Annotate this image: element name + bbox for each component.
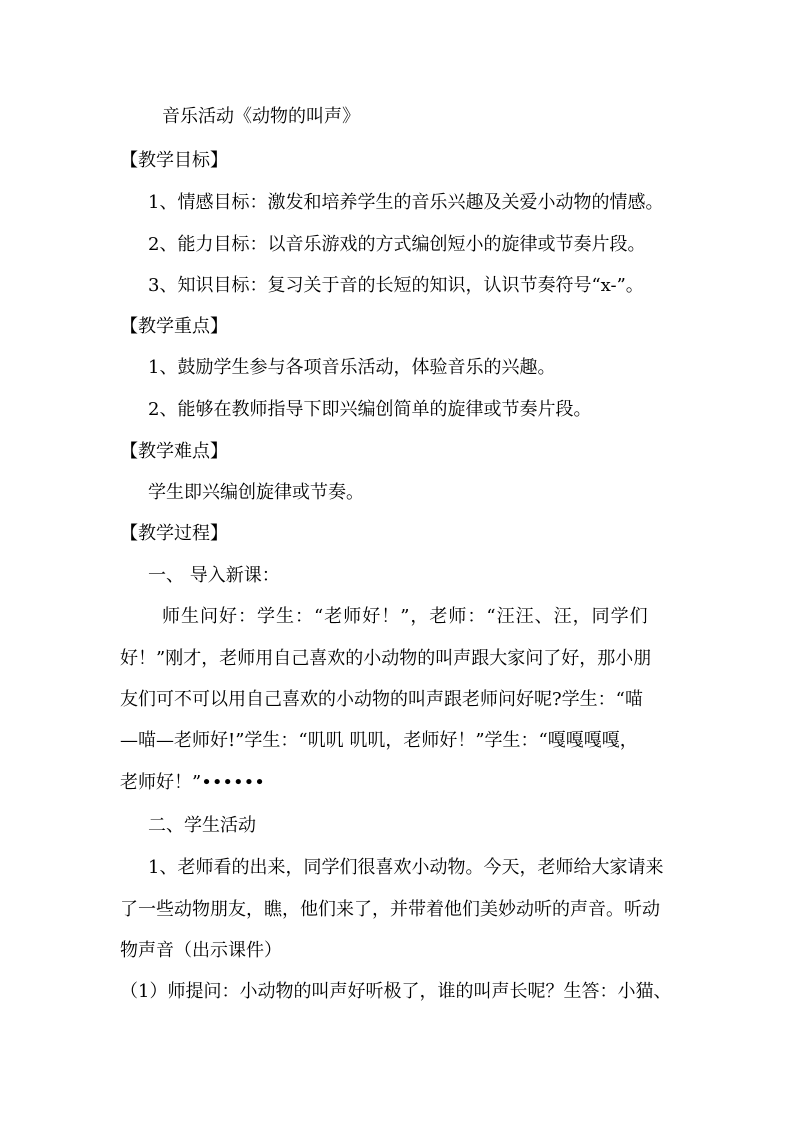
paragraph-2-line-1: 1、老师看的出来，同学们很喜欢小动物。今天，老师给大家请来	[148, 857, 664, 878]
section-heading-goals: 【教学目标】	[120, 150, 228, 171]
paragraph-2-line-3: 物声音（出示课件）	[120, 940, 282, 961]
goal-item-3: 3、知识目标：复习关于音的长短的知识，认识节奏符号“x-”。	[148, 275, 644, 296]
goal-item-2: 2、能力目标：以音乐游戏的方式编创短小的旋律或节奏片段。	[148, 234, 646, 255]
section-heading-key-points: 【教学重点】	[120, 316, 228, 337]
section-heading-difficulties: 【教学难点】	[120, 441, 228, 462]
key-point-2: 2、能够在教师指导下即兴编创简单的旋律或节奏片段。	[148, 399, 592, 420]
process-step-2: 二、学生活动	[148, 815, 256, 836]
key-point-1: 1、鼓励学生参与各项音乐活动，体验音乐的兴趣。	[148, 357, 556, 378]
paragraph-1-line-1: 师生问好：学生：“老师好！”，老师：“汪汪、汪，同学们	[162, 606, 649, 627]
document-title: 音乐活动《动物的叫声》	[162, 106, 360, 127]
goal-item-1: 1、情感目标：激发和培养学生的音乐兴趣及关爱小动物的情感。	[148, 192, 664, 213]
paragraph-2-line-2: 了一些动物朋友，瞧，他们来了，并带着他们美妙动听的声音。听动	[120, 899, 660, 920]
paragraph-1-line-3: 友们可不可以用自己喜欢的小动物的叫声跟老师问好呢?学生：“喵	[120, 689, 643, 710]
paragraph-1-line-2: 好！”刚才，老师用自己喜欢的小动物的叫声跟大家问了好，那小朋	[120, 648, 652, 669]
process-step-1: 一、 导入新课：	[148, 565, 280, 586]
paragraph-1-line-4: —喵—老师好!”学生：“叽叽 叽叽，老师好！”学生：“嘎嘎嘎嘎，	[120, 730, 638, 751]
paragraph-3-line-1: （1）师提问：小动物的叫声好听极了，谁的叫声长呢？生答：小猫、	[120, 981, 672, 1002]
paragraph-1-line-5: 老师好！”••••••	[120, 772, 265, 793]
section-heading-process: 【教学过程】	[120, 523, 228, 544]
difficulty-1: 学生即兴编创旋律或节奏。	[148, 482, 364, 503]
